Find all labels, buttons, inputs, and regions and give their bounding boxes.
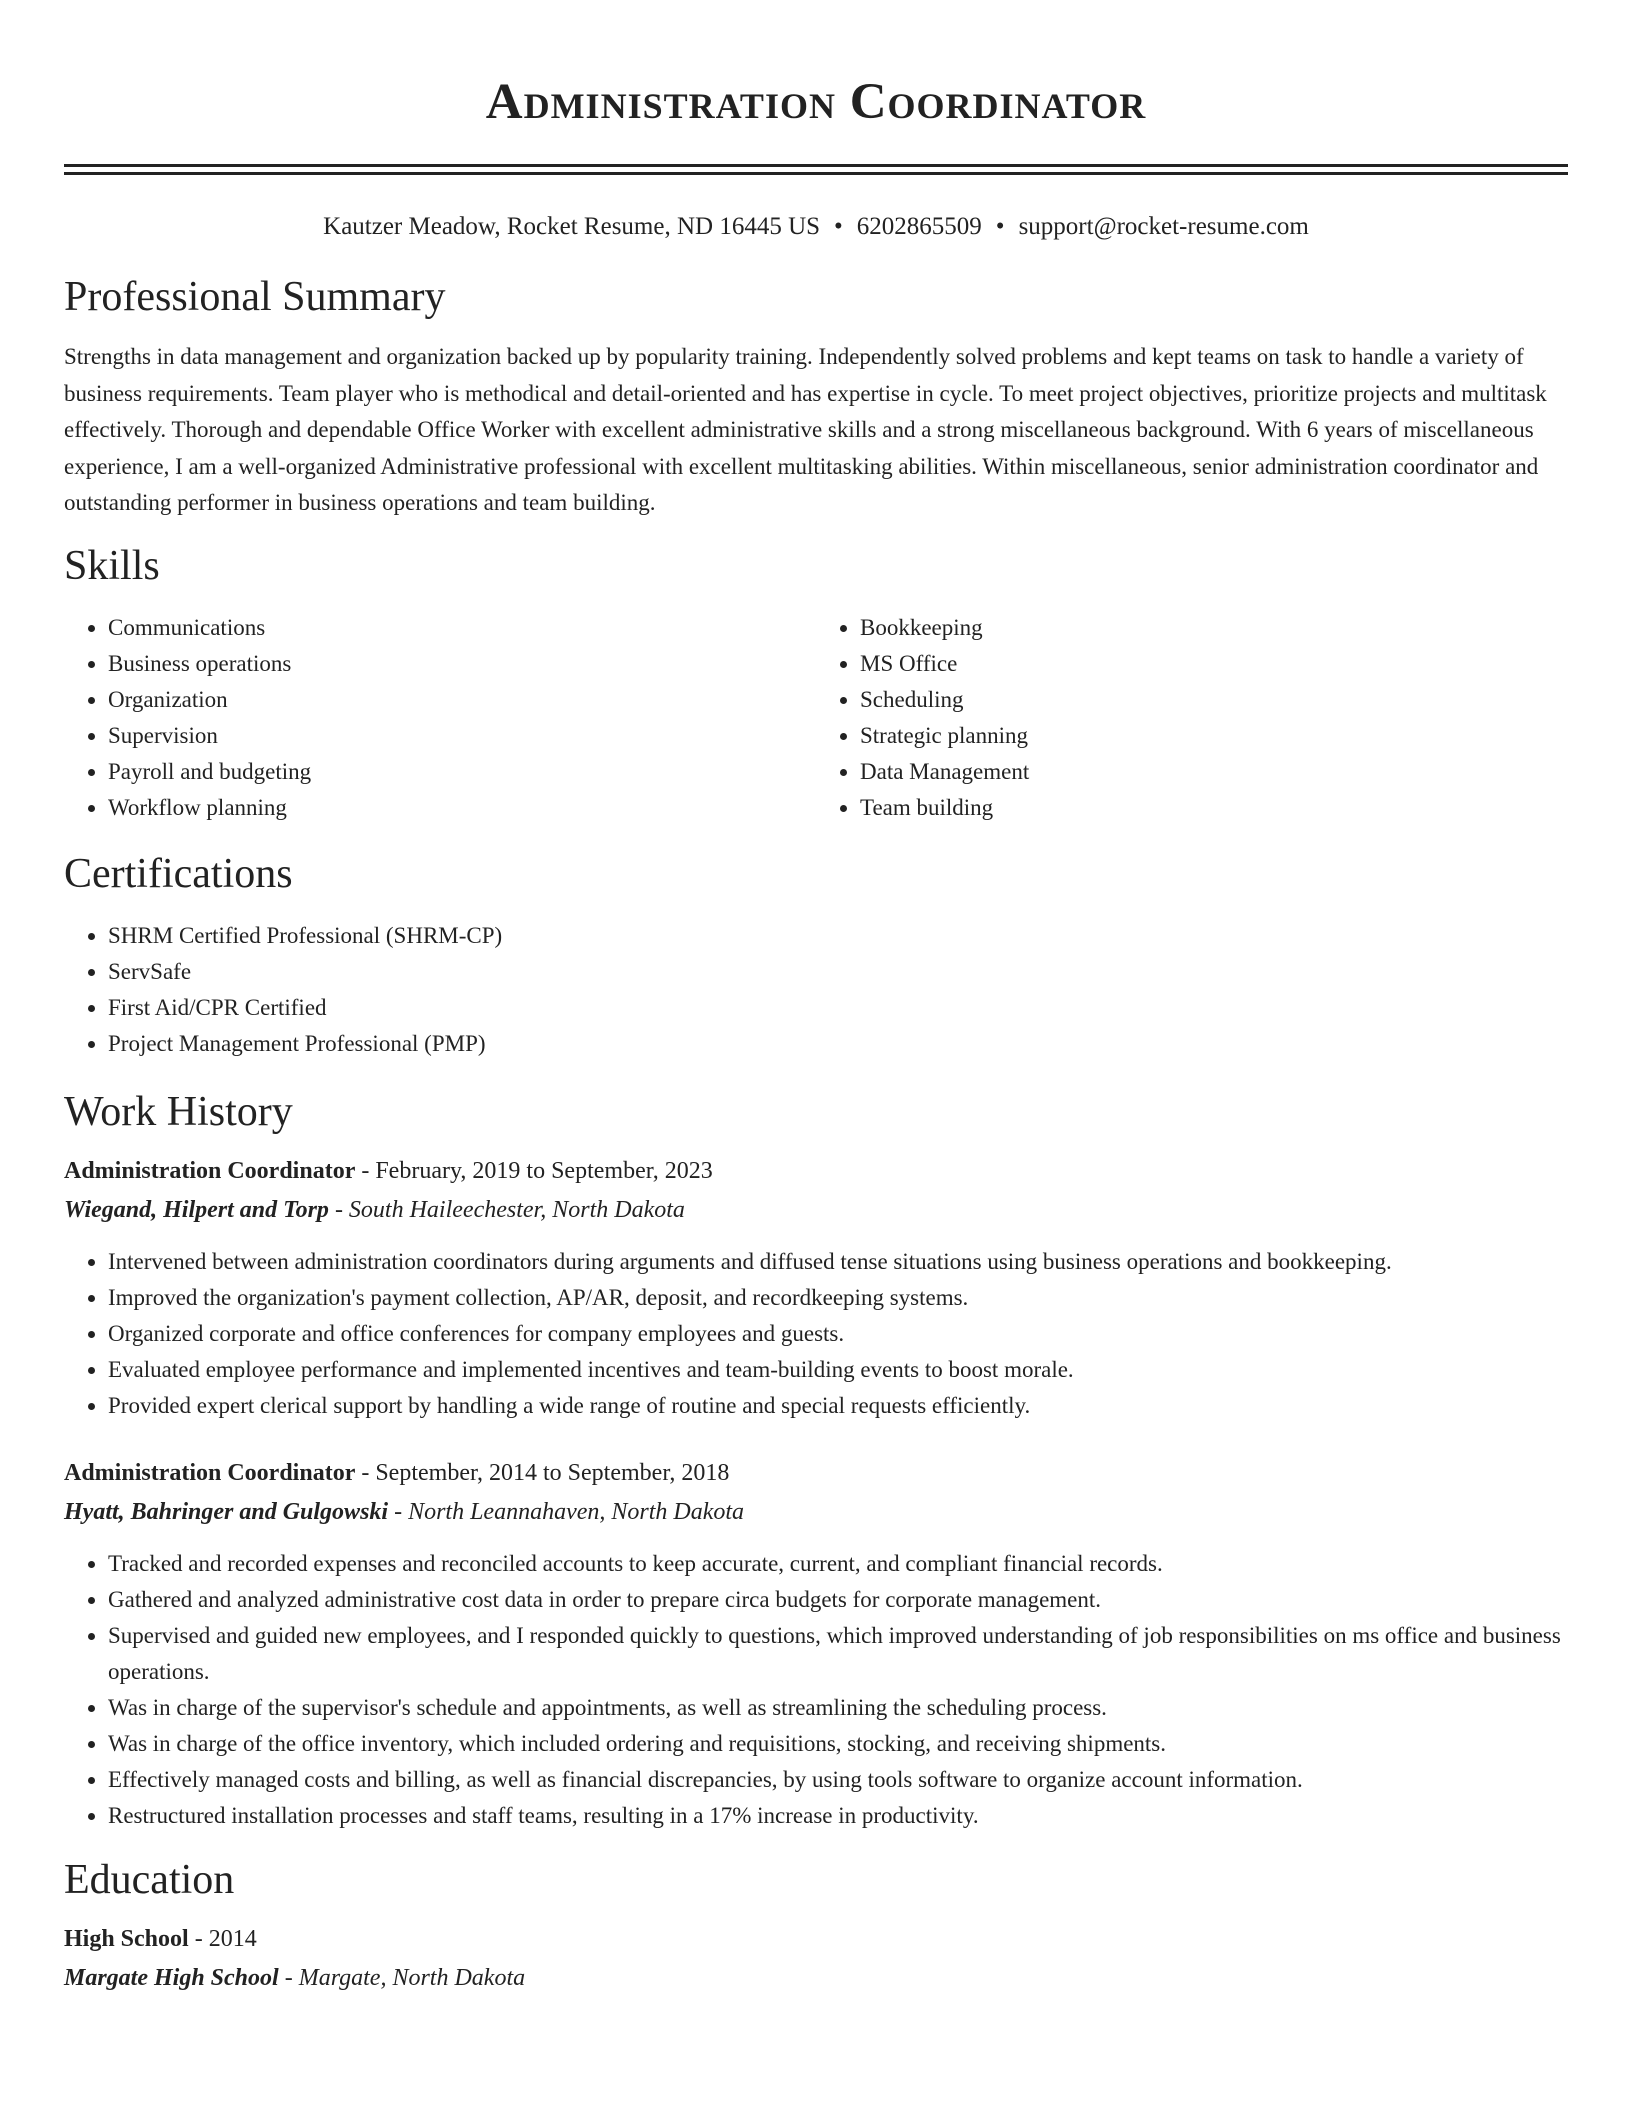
contact-separator: • [834,213,843,240]
education-location: - Margate, North Dakota [278,1964,526,1991]
job-location: - North Leannahaven, North Dakota [388,1498,745,1525]
job-bullet: • Restructured installation processes and staff teams, resulting in a 17% increase in productivity. [108,1798,1568,1834]
job-company: Hyatt, Bahringer and Gulgowski [64,1498,389,1525]
contact-phone: 6202865509 [856,213,982,240]
contact-separator: • [995,213,1005,240]
certification-item: • First Aid/CPR Certified [108,990,1568,1026]
job-bullet: • Improved the organization's payment collection, AP/AR, deposit, and recordkeeping systems. [108,1280,1568,1316]
education-school: Margate High School [64,1964,279,1991]
job-company: Wiegand, Hilpert and Torp [64,1196,329,1223]
skill-item: • Business operations [108,646,816,682]
job-bullet: • Evaluated employee performance and implemented incentives and team-building events to boost morale. [108,1352,1568,1388]
skills-columns [64,610,1568,826]
resume-title: Administration Coordinator [485,74,1147,130]
job-bullet: • Organized corporate and office conferences for company employees and guests. [108,1316,1568,1352]
job-header [64,1454,1568,1492]
job-bullet: • Supervised and guided new employees, and I responded quickly to questions, which improved understanding of job responsibilities on ms office and business operations. [108,1618,1568,1690]
job-employer [64,1492,1568,1532]
skills-section [64,540,1568,826]
summary-section [64,271,1568,522]
job-title: Administration Coordinator [64,1459,356,1486]
skill-item: • Bookkeeping [860,610,1568,646]
job-title: Administration Coordinator [64,1157,356,1184]
job-dates: - February, 2019 to September, 2023 [355,1157,713,1184]
certification-item: • Project Management Professional (PMP) [108,1026,1568,1062]
certifications-heading: Certifications [64,850,293,897]
job-bullet: • Provided expert clerical support by handling a wide range of routine and special requests efficiently. [108,1388,1568,1424]
job-bullet: • Tracked and recorded expenses and reconciled accounts to keep accurate, current, and compliant financial records. [108,1546,1568,1582]
skill-item: • Organization [108,682,816,718]
job-location: - South Haileechester, North Dakota [328,1196,685,1223]
education-heading: Education [64,1856,235,1903]
skills-list-left [64,610,816,826]
job-bullets [64,1546,1568,1834]
work-history-section [64,1086,1568,1834]
job-header [64,1152,1568,1190]
certification-item: • ServSafe [108,954,1568,990]
title-double-rule [64,164,1568,175]
summary-heading: Professional Summary [64,274,446,320]
skill-item: • Scheduling [860,682,1568,718]
certifications-section [64,848,1568,1062]
job-entry [64,1152,1568,1424]
certification-item: • SHRM Certified Professional (SHRM-CP) [108,918,1568,954]
job-bullet: • Was in charge of the supervisor's schedule and appointments, as well as streamlining the scheduling process. [108,1690,1568,1726]
skill-item: • MS Office [860,646,1568,682]
education-header [64,1920,1568,1958]
education-degree: High School [64,1925,189,1952]
job-bullets [64,1244,1568,1424]
summary-text: Strengths in data management and organization backed up by popularity training. Independently solved problems and kept teams on task to handle a variety of business requirements. Team player who is methodical and detail-oriented and has expertise in cycle. To meet project objectives, prioritize projects and multitask effectively. Thorough and dependable Office Worker with excellent administrative skills and a strong miscellaneous background. With 6 years of miscellaneous experience, I am a well-organized Administrative professional with excellent multitasking abilities. Within miscellaneous, senior administration coordinator and outstanding performer in business operations and team building. [64,344,1547,515]
education-section [64,1854,1568,1998]
contact-address: Kautzer Meadow, Rocket Resume, ND 16445 US [323,213,821,240]
education-school-line [64,1958,1568,1998]
job-bullet: • Intervened between administration coordinators during arguments and diffused tense situations using business operations and bookkeeping. [108,1244,1568,1280]
skills-list-right [816,610,1568,826]
education-year: - 2014 [188,1925,257,1952]
certifications-list [64,918,1568,1062]
contact-email: support@rocket-resume.com [1018,213,1309,240]
skill-item: • Data Management [860,754,1568,790]
contact-line [64,211,1568,243]
skill-item: • Payroll and budgeting [108,754,816,790]
skill-item: • Strategic planning [860,718,1568,754]
job-bullet: • Effectively managed costs and billing, as well as financial discrepancies, by using tools software to organize account information. [108,1762,1568,1798]
skill-item: • Communications [108,610,816,646]
skill-item: • Team building [860,790,1568,826]
skill-item: • Supervision [108,718,816,754]
job-dates: - September, 2014 to September, 2018 [355,1459,730,1486]
job-bullet: • Gathered and analyzed administrative cost data in order to prepare circa budgets for corporate management. [108,1582,1568,1618]
job-entry [64,1454,1568,1834]
job-employer [64,1190,1568,1230]
skill-item: • Workflow planning [108,790,816,826]
work-history-heading: Work History [64,1088,293,1135]
skills-heading: Skills [64,542,160,589]
job-bullet: • Was in charge of the office inventory, which included ordering and requisitions, stocking, and receiving shipments. [108,1726,1568,1762]
